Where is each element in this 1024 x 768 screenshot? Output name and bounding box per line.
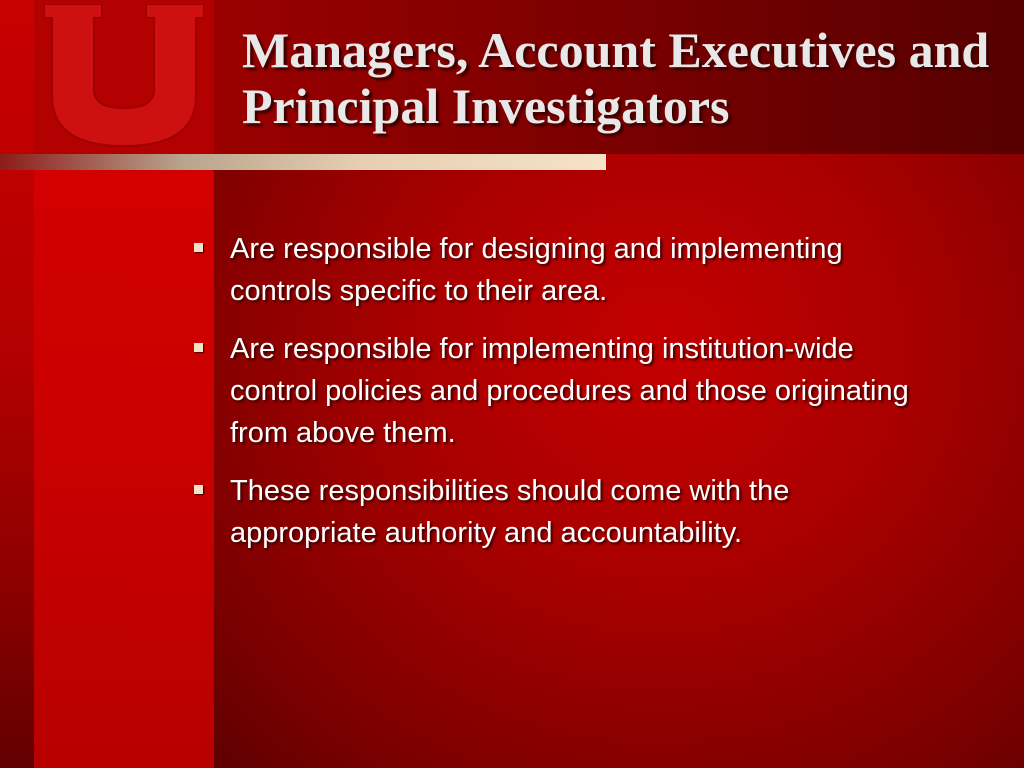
square-bullet-icon	[194, 485, 203, 494]
accent-bar	[0, 154, 606, 170]
block-u-logo-icon	[44, 4, 204, 148]
bullet-text: Are responsible for implementing institution-wide control policies and procedures and those originating from above them.	[230, 333, 909, 449]
bullet-item	[190, 328, 910, 454]
bullet-text: These responsibilities should come with the appropriate authority and accountability.	[230, 475, 790, 549]
bullet-list	[190, 228, 910, 570]
slide-title: Managers, Account Executives and Principal Investigators	[242, 22, 990, 134]
bullet-item	[190, 470, 910, 554]
square-bullet-icon	[194, 343, 203, 352]
square-bullet-icon	[194, 243, 203, 252]
bullet-item	[190, 228, 910, 312]
bullet-text: Are responsible for designing and implementing controls specific to their area.	[230, 233, 843, 307]
